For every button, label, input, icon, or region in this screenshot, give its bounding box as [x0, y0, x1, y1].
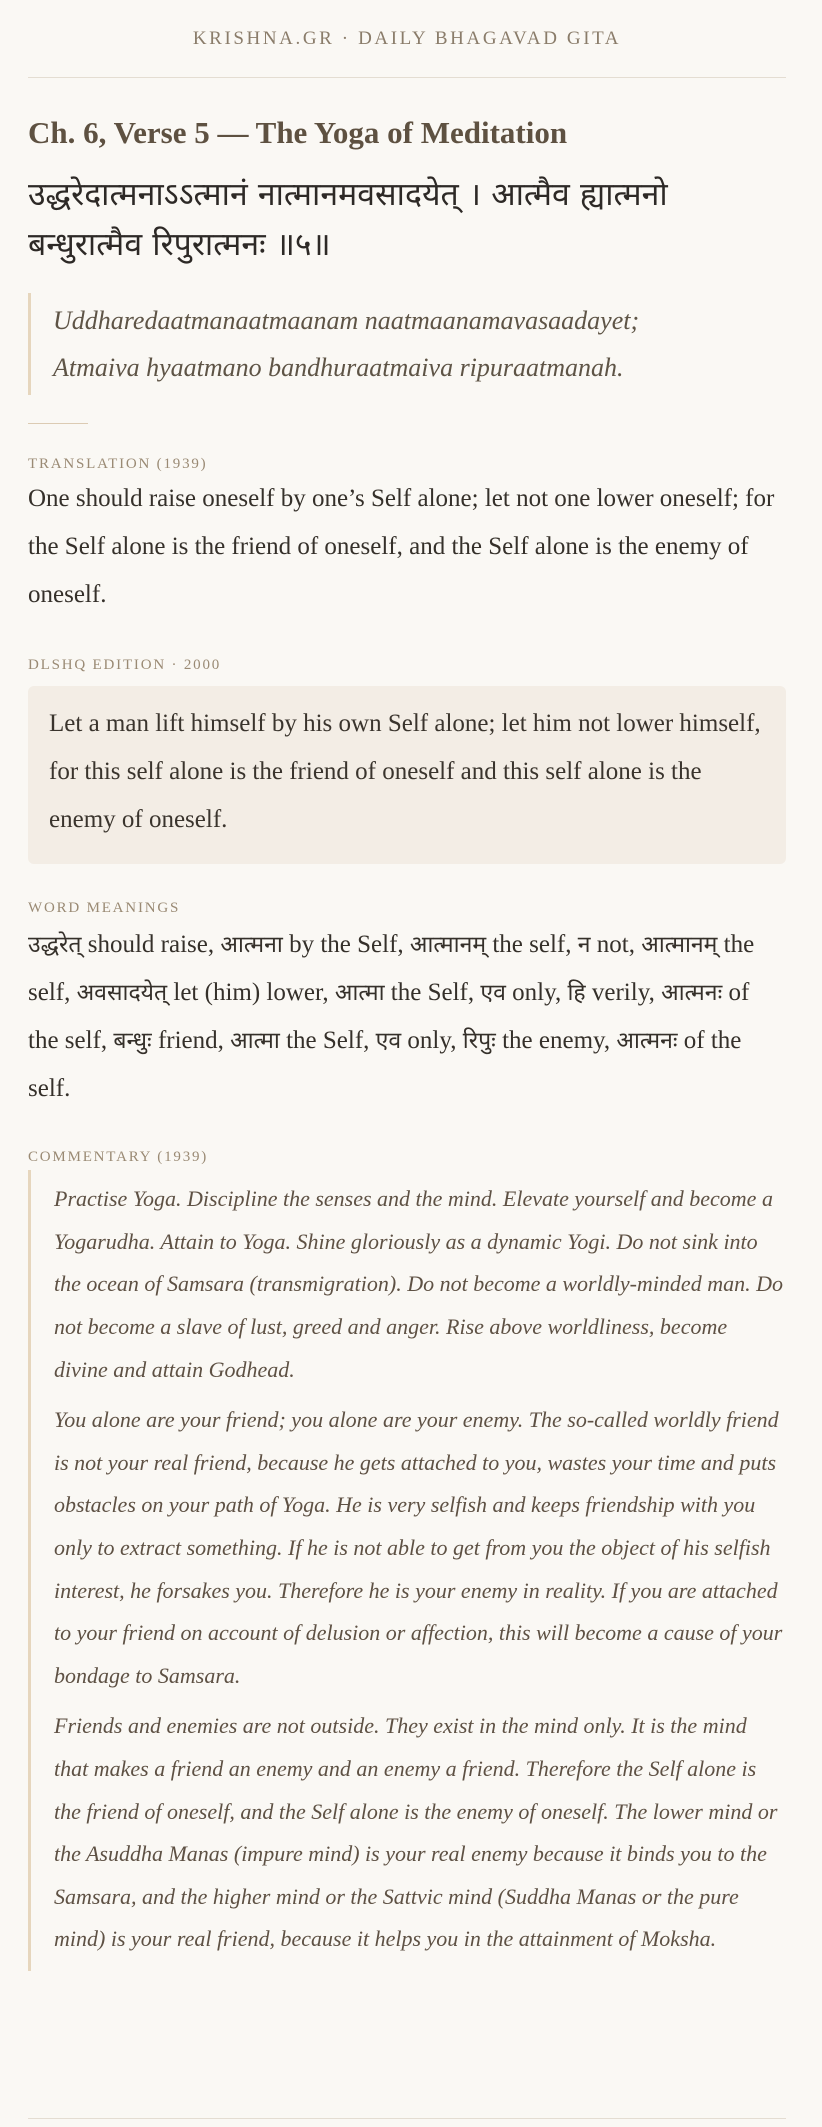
word-meaning: the Self [279, 1027, 364, 1055]
word-meaning: the enemy [495, 1027, 604, 1055]
word-meaning-item [578, 931, 629, 958]
word-meanings-label: WORD MEANINGS [28, 900, 181, 917]
word-sanskrit: न [577, 932, 591, 959]
commentary-paragraph: Friends and enemies are not outside. They exist in the mind only. It is the mind that makes a friend an enemy and an enemy a friend. Therefore the Self alone is the friend of oneself, and the Self alone is the enemy of oneself. The lower mind or the Asuddha Manas (impure mind) is your real enemy because it binds you to the Samsara, and the higher mind or the Sattvic mind (Suddha Manas or the pure mind) is your real friend, because it helps you in the attainment of Moksha. [54, 1713, 778, 1952]
word-meaning-item [230, 1027, 363, 1054]
word-meaning: only [505, 979, 555, 1007]
word-sanskrit: रिपुः [462, 1028, 496, 1055]
transliteration [28, 293, 786, 395]
word-meaning: the self [28, 931, 755, 1007]
word-meaning: let (him) lower [167, 979, 323, 1007]
commentary-paragraph: You alone are your friend; you alone are your enemy. The so-called worldly friend is not your real friend, because he gets attached to you, wastes your time and puts obstacles on your path of Yoga. He is very selfish and keeps friendship with you only to extract something. If he is not able to get from you the object of his selfish interest, he forsakes you. Therefore he is your enemy in reality. If you are attached to your friend on account of delusion or affection, this will become a cause of your bondage to Samsara. [54, 1407, 783, 1688]
word-meanings-section [28, 900, 786, 1113]
word-sanskrit: आत्मानम् [641, 932, 718, 959]
translation-label: TRANSLATION (1939) [28, 456, 208, 473]
word-meaning: friend [151, 1027, 218, 1055]
verse-content [0, 114, 822, 1971]
commentary-section [28, 1149, 786, 1971]
transliteration-line-1: Uddharedaatmanaatmaanam naatmaanamavasaadayet; [53, 306, 640, 336]
word-meaning-item [335, 979, 468, 1006]
word-meaning-item [480, 979, 555, 1006]
word-meaning-item [113, 1027, 217, 1054]
commentary-paragraph: Practise Yoga. Discipline the senses and the mind. Elevate yourself and become a Yogarudha. Attain to Yoga. Shine gloriously as a dynamic Yogi. Do not sink into the ocean of Samsara (transmigration). Do not become a worldly-minded man. Do not become a slave of lust, greed and anger. Rise above worldliness, become divine and attain Godhead. [54, 1186, 783, 1382]
word-sanskrit: आत्मनः [616, 1028, 678, 1055]
site-header [28, 0, 786, 78]
word-meaning: of the self. [28, 1027, 742, 1103]
word-sanskrit: आत्मनः [661, 980, 723, 1007]
word-sanskrit: एव [480, 980, 506, 1007]
word-sanskrit: आत्मानम् [409, 932, 487, 959]
word-meaning-item [463, 1027, 604, 1054]
word-sanskrit: आत्मा [230, 1028, 280, 1055]
dlshq-label: DLSHQ EDITION · 2000 [28, 657, 222, 674]
site-name-link[interactable]: KRISHNA.GR · DAILY BHAGAVAD GITA [192, 27, 622, 49]
word-meaning: verily [585, 979, 649, 1007]
word-meaning: of the self [28, 979, 750, 1055]
commentary-label: COMMENTARY (1939) [28, 1149, 209, 1166]
word-meaning-item [220, 931, 397, 958]
verse-title: Ch. 6, Verse 5 — The Yoga of Meditation [28, 115, 568, 150]
word-meaning: by the Self [282, 931, 398, 959]
word-sanskrit: उद्धरेत् [28, 932, 82, 959]
dlshq-text: Let a man lift himself by his own Self alone; let him not lower himself, for this self alone is the friend of oneself and this self alone is the enemy of oneself. [49, 710, 761, 834]
word-meaning: the self [486, 931, 566, 959]
word-meaning-item [77, 979, 323, 1006]
word-meaning: only [401, 1027, 451, 1055]
dlshq-section [28, 657, 786, 864]
word-meaning-item [410, 931, 565, 958]
word-meaning: the Self [384, 979, 468, 1007]
word-sanskrit: एव [375, 1028, 402, 1055]
word-meaning-item [376, 1027, 451, 1054]
word-sanskrit: अवसादयेत् [76, 980, 168, 1007]
footer-divider [28, 2118, 786, 2119]
word-meaning-item [28, 931, 208, 958]
word-meanings-list: उद्धरेत् should raise, आत्मना by the Self, आत्मानम् the self, न not, आत्मानम् the self, अवसादयेत् let (him) lower, आत्मा the Self, एव only, हि verily, आत्मनः of the self, बन्धुः friend, आत्मा the Self, एव only, रिपुः the enemy, आत्मनः of the self. [28, 931, 755, 1103]
transliteration-line-2: Atmaiva hyaatmano bandhuraatmaiva ripuraatmanah. [53, 353, 624, 383]
word-meaning: should raise [81, 931, 208, 959]
translation-section [28, 456, 786, 619]
section-divider [28, 423, 88, 424]
word-meaning-item [567, 979, 648, 1006]
word-sanskrit: हि [567, 980, 586, 1007]
translation-text: One should raise oneself by one’s Self alone; let not one lower oneself; for the Self alone is the friend of oneself, and the Self alone is the enemy of oneself. [28, 485, 775, 609]
word-sanskrit: बन्धुः [113, 1028, 152, 1055]
dlshq-translation-box [28, 686, 786, 864]
word-sanskrit: आत्मा [334, 980, 385, 1007]
word-sanskrit: आत्मना [220, 932, 283, 959]
commentary-body [28, 1170, 786, 1971]
sanskrit-verse: उद्धरेदात्मनाऽऽत्मानं नात्मानमवसादयेत् । आत्मैव ह्यात्मनो बन्धुरात्मैव रिपुरात्मनः ॥५॥ [28, 175, 668, 264]
word-meaning: not [590, 931, 629, 959]
